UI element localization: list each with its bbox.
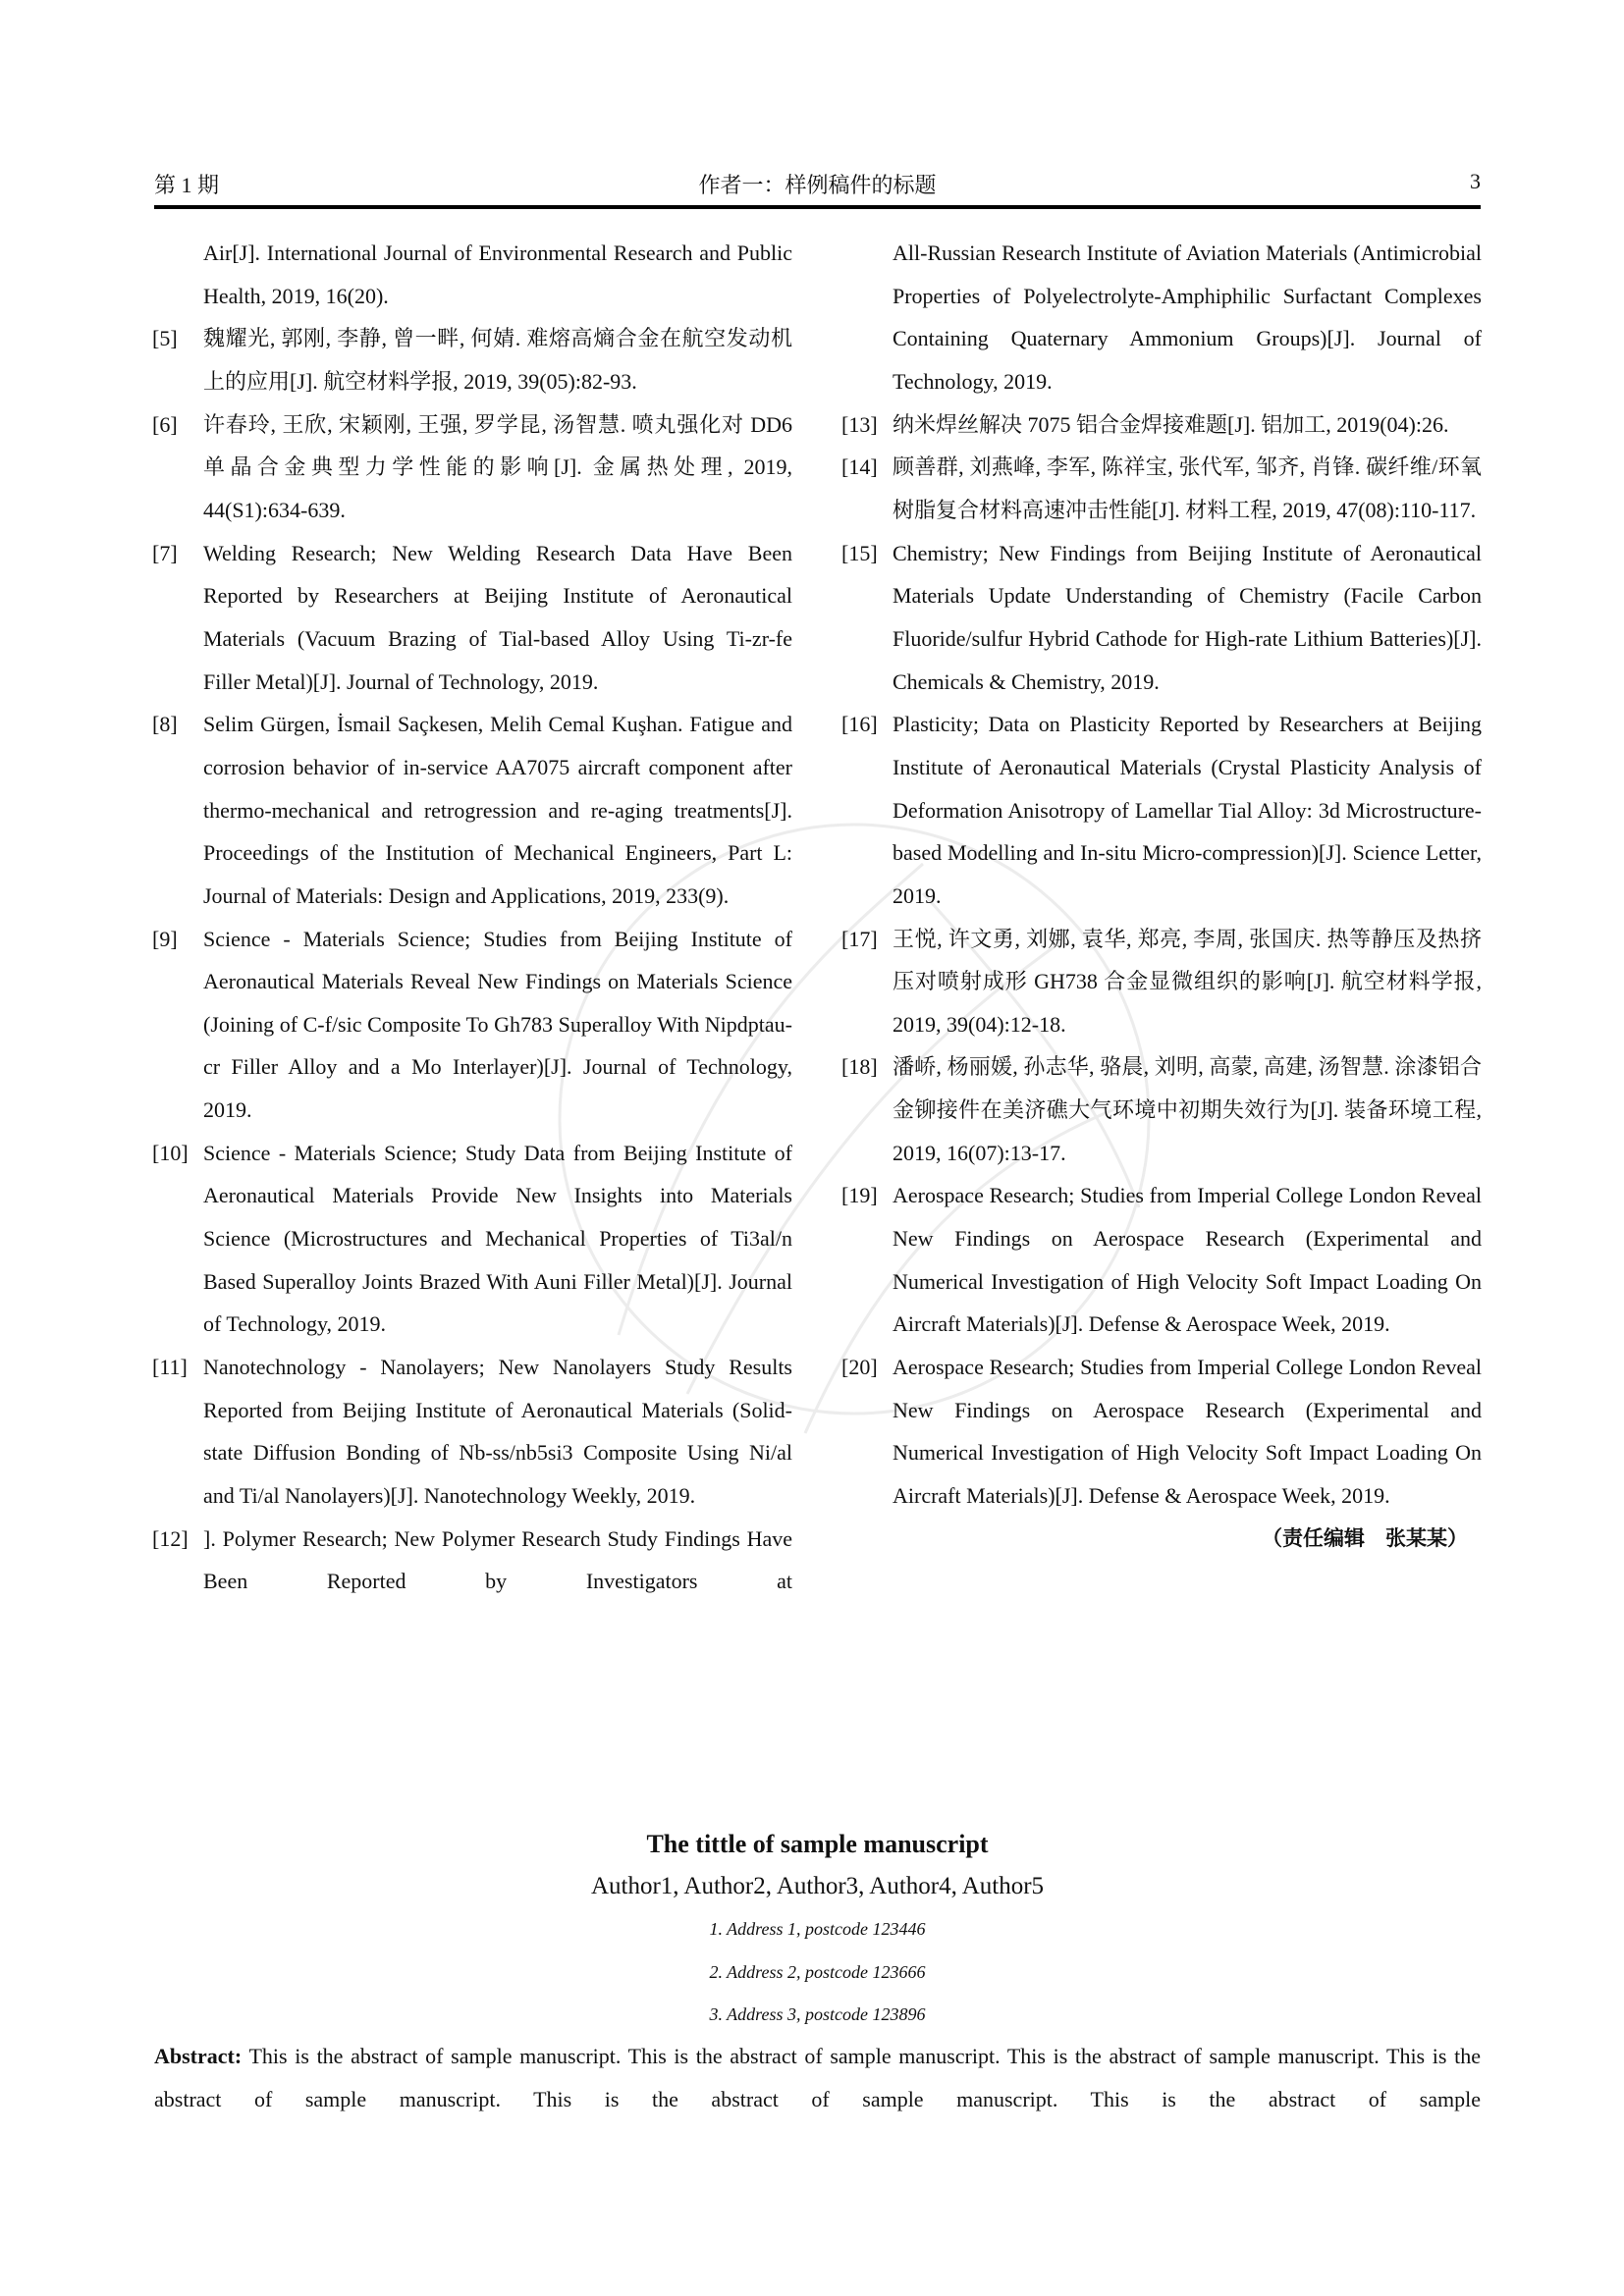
reference-text: Science - Materials Science; Study Data from Beijing Institute of Aeronautical Materials Provide New Insights into Materials Science (Microstructures and Mechanical Properties of Ti3al/n Based Superalloy Joints Brazed With Auni Filler Metal)[J]. Journal of Technology, 2019. (203, 1140, 792, 1337)
reference-number: [19] (841, 1183, 878, 1208)
reference-item (841, 1346, 1482, 1518)
affiliation-address: 2. Address 2, postcode 123666 (709, 1961, 926, 1982)
reference-text: Nanotechnology - Nanolayers; New Nanolayers Study Results Reported from Beijing Institute of Aeronautical Materials (Solid-state Diffusion Bonding of Nb-ss/nb5si3 Composite Using Ni/al and Ti/al Nanolayers)[J]. Nanotechnology Weekly, 2019. (203, 1355, 792, 1509)
page-number: 3 (1470, 169, 1481, 193)
reference-item (152, 703, 792, 917)
reference-number: [16] (841, 712, 878, 737)
author-list: Author1, Author2, Author3, Author4, Author5 (590, 1873, 1045, 1899)
reference-item (841, 1174, 1482, 1346)
reference-column-left (152, 232, 792, 1603)
abstract-paragraph (154, 2035, 1481, 2120)
reference-text: Welding Research; New Welding Research Data Have Been Reported by Researchers at Beijing Institute of Aeronautical Materials (Vacuum Brazing of Tial-based Alloy Using Ti-zr-fe Filler Metal)[J]. Journal of Technology, 2019. (203, 540, 792, 694)
reference-text: Selim Gürgen, İsmail Saçkesen, Melih Cemal Kuşhan. Fatigue and corrosion behavior of in-service AA7075 aircraft component after thermo-mechanical and retrogression and re-aging treatments[J]. Proceedings of the Institution of Mechanical Engineers, Part L: Journal of Materials: Design and Applications, 2019, 233(9). (203, 712, 792, 908)
reference-text: 顾善群, 刘燕峰, 李军, 陈祥宝, 张代军, 邹齐, 肖锋. 碳纤维/环氧树脂复合材料高速冲击性能[J]. 材料工程, 2019, 47(08):110-117. (893, 454, 1482, 522)
reference-item (841, 532, 1482, 704)
reference-item (152, 1132, 792, 1346)
reference-number: [18] (841, 1054, 878, 1080)
reference-text: Plasticity; Data on Plasticity Reported by Researchers at Beijing Institute of Aeronautical Materials (Crystal Plasticity Analysis of Deformation Anisotropy of Lamellar Tial Alloy: 3d Microstructure-based Modelling and In-situ Micro-compression)[J]. Science Letter, 2019. (893, 712, 1482, 908)
reference-item (841, 1045, 1482, 1174)
reference-number: [12] (152, 1525, 189, 1551)
paper-title: The tittle of sample manuscript (646, 1830, 989, 1858)
reference-number: [17] (841, 926, 878, 951)
affiliation-address: 3. Address 3, postcode 123896 (709, 2004, 926, 2025)
reference-item (152, 317, 792, 402)
affiliation-address: 1. Address 1, postcode 123446 (709, 1919, 926, 1939)
reference-column-right (841, 232, 1482, 1560)
english-title-block (154, 1824, 1481, 2037)
reference-item (841, 918, 1482, 1046)
reference-item (152, 1346, 792, 1518)
reference-text: 许春玲, 王欣, 宋颖刚, 王强, 罗学昆, 汤智慧. 喷丸强化对 DD6 单晶合金典型力学性能的影响[J]. 金属热处理, 2019, 44(S1):634-639. (203, 411, 792, 522)
reference-number: [9] (152, 926, 178, 951)
reference-number: [6] (152, 411, 178, 437)
reference-text: Aerospace Research; Studies from Imperial College London Reveal New Findings on Aerospace Research (Experimental and Numerical Investigation of High Velocity Soft Impact Loading On Aircraft Materials)[J]. Defense & Aerospace Week, 2019. (893, 1355, 1482, 1509)
reference-text: ]. Polymer Research; New Polymer Research Study Findings Have Been Reported by Investigators at (203, 1525, 792, 1594)
reference-text: Science - Materials Science; Studies from Beijing Institute of Aeronautical Materials Reveal New Findings on Materials Science (Joining of C-f/sic Composite To Gh783 Superalloy With Nipdptau-cr Filler Alloy and a Mo Interlayer)[J]. Journal of Technology, 2019. (203, 926, 792, 1123)
reference-number: [20] (841, 1355, 878, 1380)
reference-text: 魏耀光, 郭刚, 李静, 曾一畔, 何婧. 难熔高熵合金在航空发动机上的应用[J]. 航空材料学报, 2019, 39(05):82-93. (203, 326, 792, 394)
reference-number: [7] (152, 540, 178, 565)
reference-text: 潘峤, 杨丽媛, 孙志华, 骆晨, 刘明, 高蒙, 高建, 汤智慧. 涂漆铝合金铆接件在美济礁大气环境中初期失效行为[J]. 装备环境工程, 2019, 16(07):13-17. (893, 1054, 1482, 1165)
reference-number: [5] (152, 326, 178, 351)
reference-text: 纳米焊丝解决 7075 铝合金焊接难题[J]. 铝加工, 2019(04):26. (893, 411, 1449, 437)
reference-item (841, 403, 1482, 447)
reference-item (152, 532, 792, 704)
responsible-editor: （责任编辑 张某某） (1262, 1525, 1468, 1550)
abstract-label: Abstract: (154, 2044, 243, 2068)
reference-item (152, 918, 792, 1132)
reference-number: [10] (152, 1140, 189, 1165)
reference-number: [13] (841, 411, 878, 437)
reference-continuation: All-Russian Research Institute of Aviation Materials (Antimicrobial Properties of Polyelectrolyte-Amphiphilic Surfactant Complexes Containing Quaternary Ammonium Groups)[J]. Journal of Technology, 2019. (893, 240, 1482, 394)
reference-number: [8] (152, 712, 178, 737)
reference-continuation: Air[J]. International Journal of Environmental Research and Public Health, 2019, 16(20). (203, 240, 792, 308)
running-header (154, 169, 1481, 202)
reference-item (152, 1518, 792, 1603)
running-title: 作者一：样例稿件的标题 (698, 173, 937, 197)
reference-number: [14] (841, 454, 878, 480)
reference-text: Aerospace Research; Studies from Imperial College London Reveal New Findings on Aerospace Research (Experimental and Numerical Investigation of High Velocity Soft Impact Loading On Aircraft Materials)[J]. Defense & Aerospace Week, 2019. (893, 1183, 1482, 1337)
abstract-text: This is the abstract of sample manuscript. This is the abstract of sample manuscript. This is the abstract of sample manuscript. This is the abstract of sample manuscript. This is the abstract of sample manuscript. This is the abstract of sample (154, 2044, 1481, 2111)
reference-item (841, 703, 1482, 917)
header-rule (154, 205, 1481, 209)
reference-number: [11] (152, 1355, 188, 1380)
issue-label: 第 1 期 (154, 173, 220, 197)
reference-item (152, 403, 792, 532)
reference-text: Chemistry; New Findings from Beijing Institute of Aeronautical Materials Update Understanding of Chemistry (Facile Carbon Fluoride/sulfur Hybrid Cathode for High-rate Lithium Batteries)[J]. Chemicals & Chemistry, 2019. (893, 540, 1482, 694)
reference-number: [15] (841, 540, 878, 565)
reference-text: 王悦, 许文勇, 刘娜, 袁华, 郑亮, 李周, 张国庆. 热等静压及热挤压对喷射成形 GH738 合金显微组织的影响[J]. 航空材料学报, 2019, 39(04):12-18. (893, 926, 1482, 1037)
reference-item (841, 446, 1482, 531)
